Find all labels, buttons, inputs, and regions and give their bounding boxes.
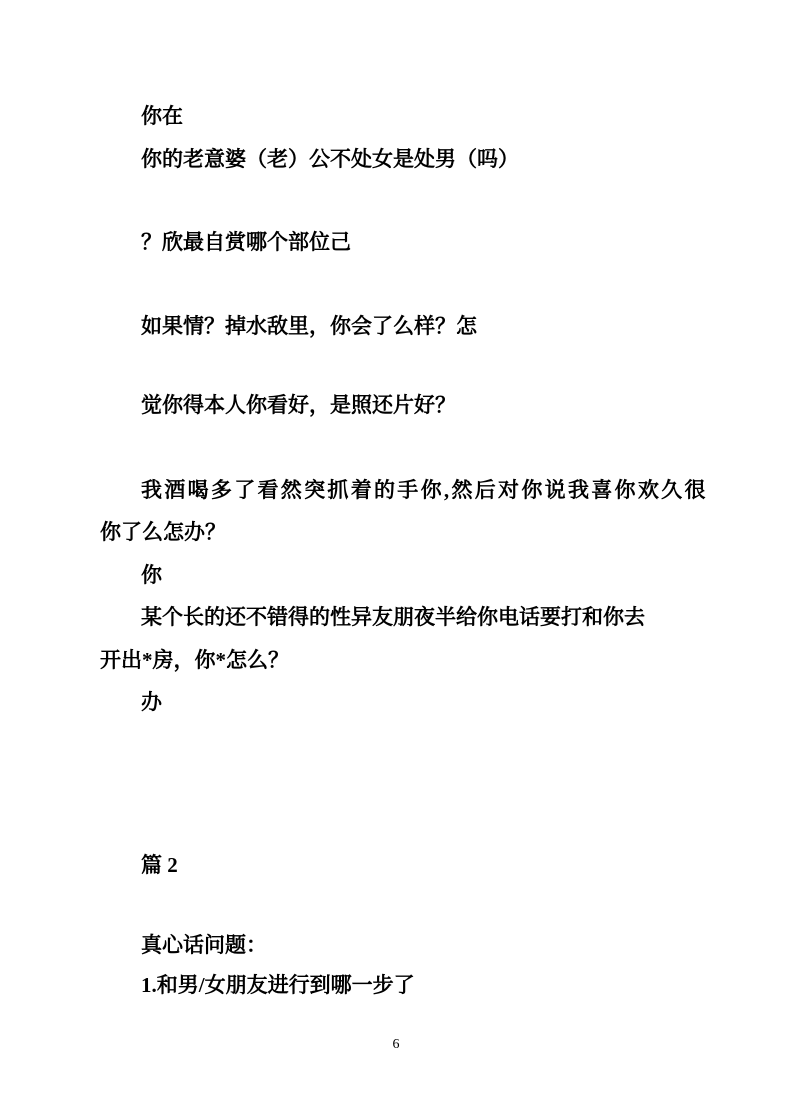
page-number: 6: [392, 1037, 400, 1052]
text-line: 觉你得本人你看好，是照还片好？: [141, 393, 456, 417]
text-line: 如果情？掉水敌里，你会了么样？怎: [141, 314, 477, 338]
text-line: 办: [141, 690, 162, 714]
text-line: 1.和男/女朋友进行到哪一步了: [141, 973, 415, 997]
text-line: 某个长的还不错得的性异友朋夜半给你电话要打和你去: [141, 605, 645, 629]
text-line: 你在: [141, 104, 183, 128]
text-line: 开出*房，你*怎么？: [100, 648, 289, 672]
text-line: 真心话问题：: [141, 933, 267, 957]
text-line: ？欣最自赏哪个部位己: [141, 230, 351, 254]
text-line: 你的老意婆（老）公不处女是处男（吗）: [141, 147, 519, 171]
text-line: 我酒喝多了看然突抓着的手你,然后对你说我喜你欢久很: [141, 478, 708, 502]
text-line: 你: [141, 563, 162, 587]
text-line: 你了么怎办？: [100, 520, 226, 544]
section-heading: 篇 2: [141, 853, 178, 877]
